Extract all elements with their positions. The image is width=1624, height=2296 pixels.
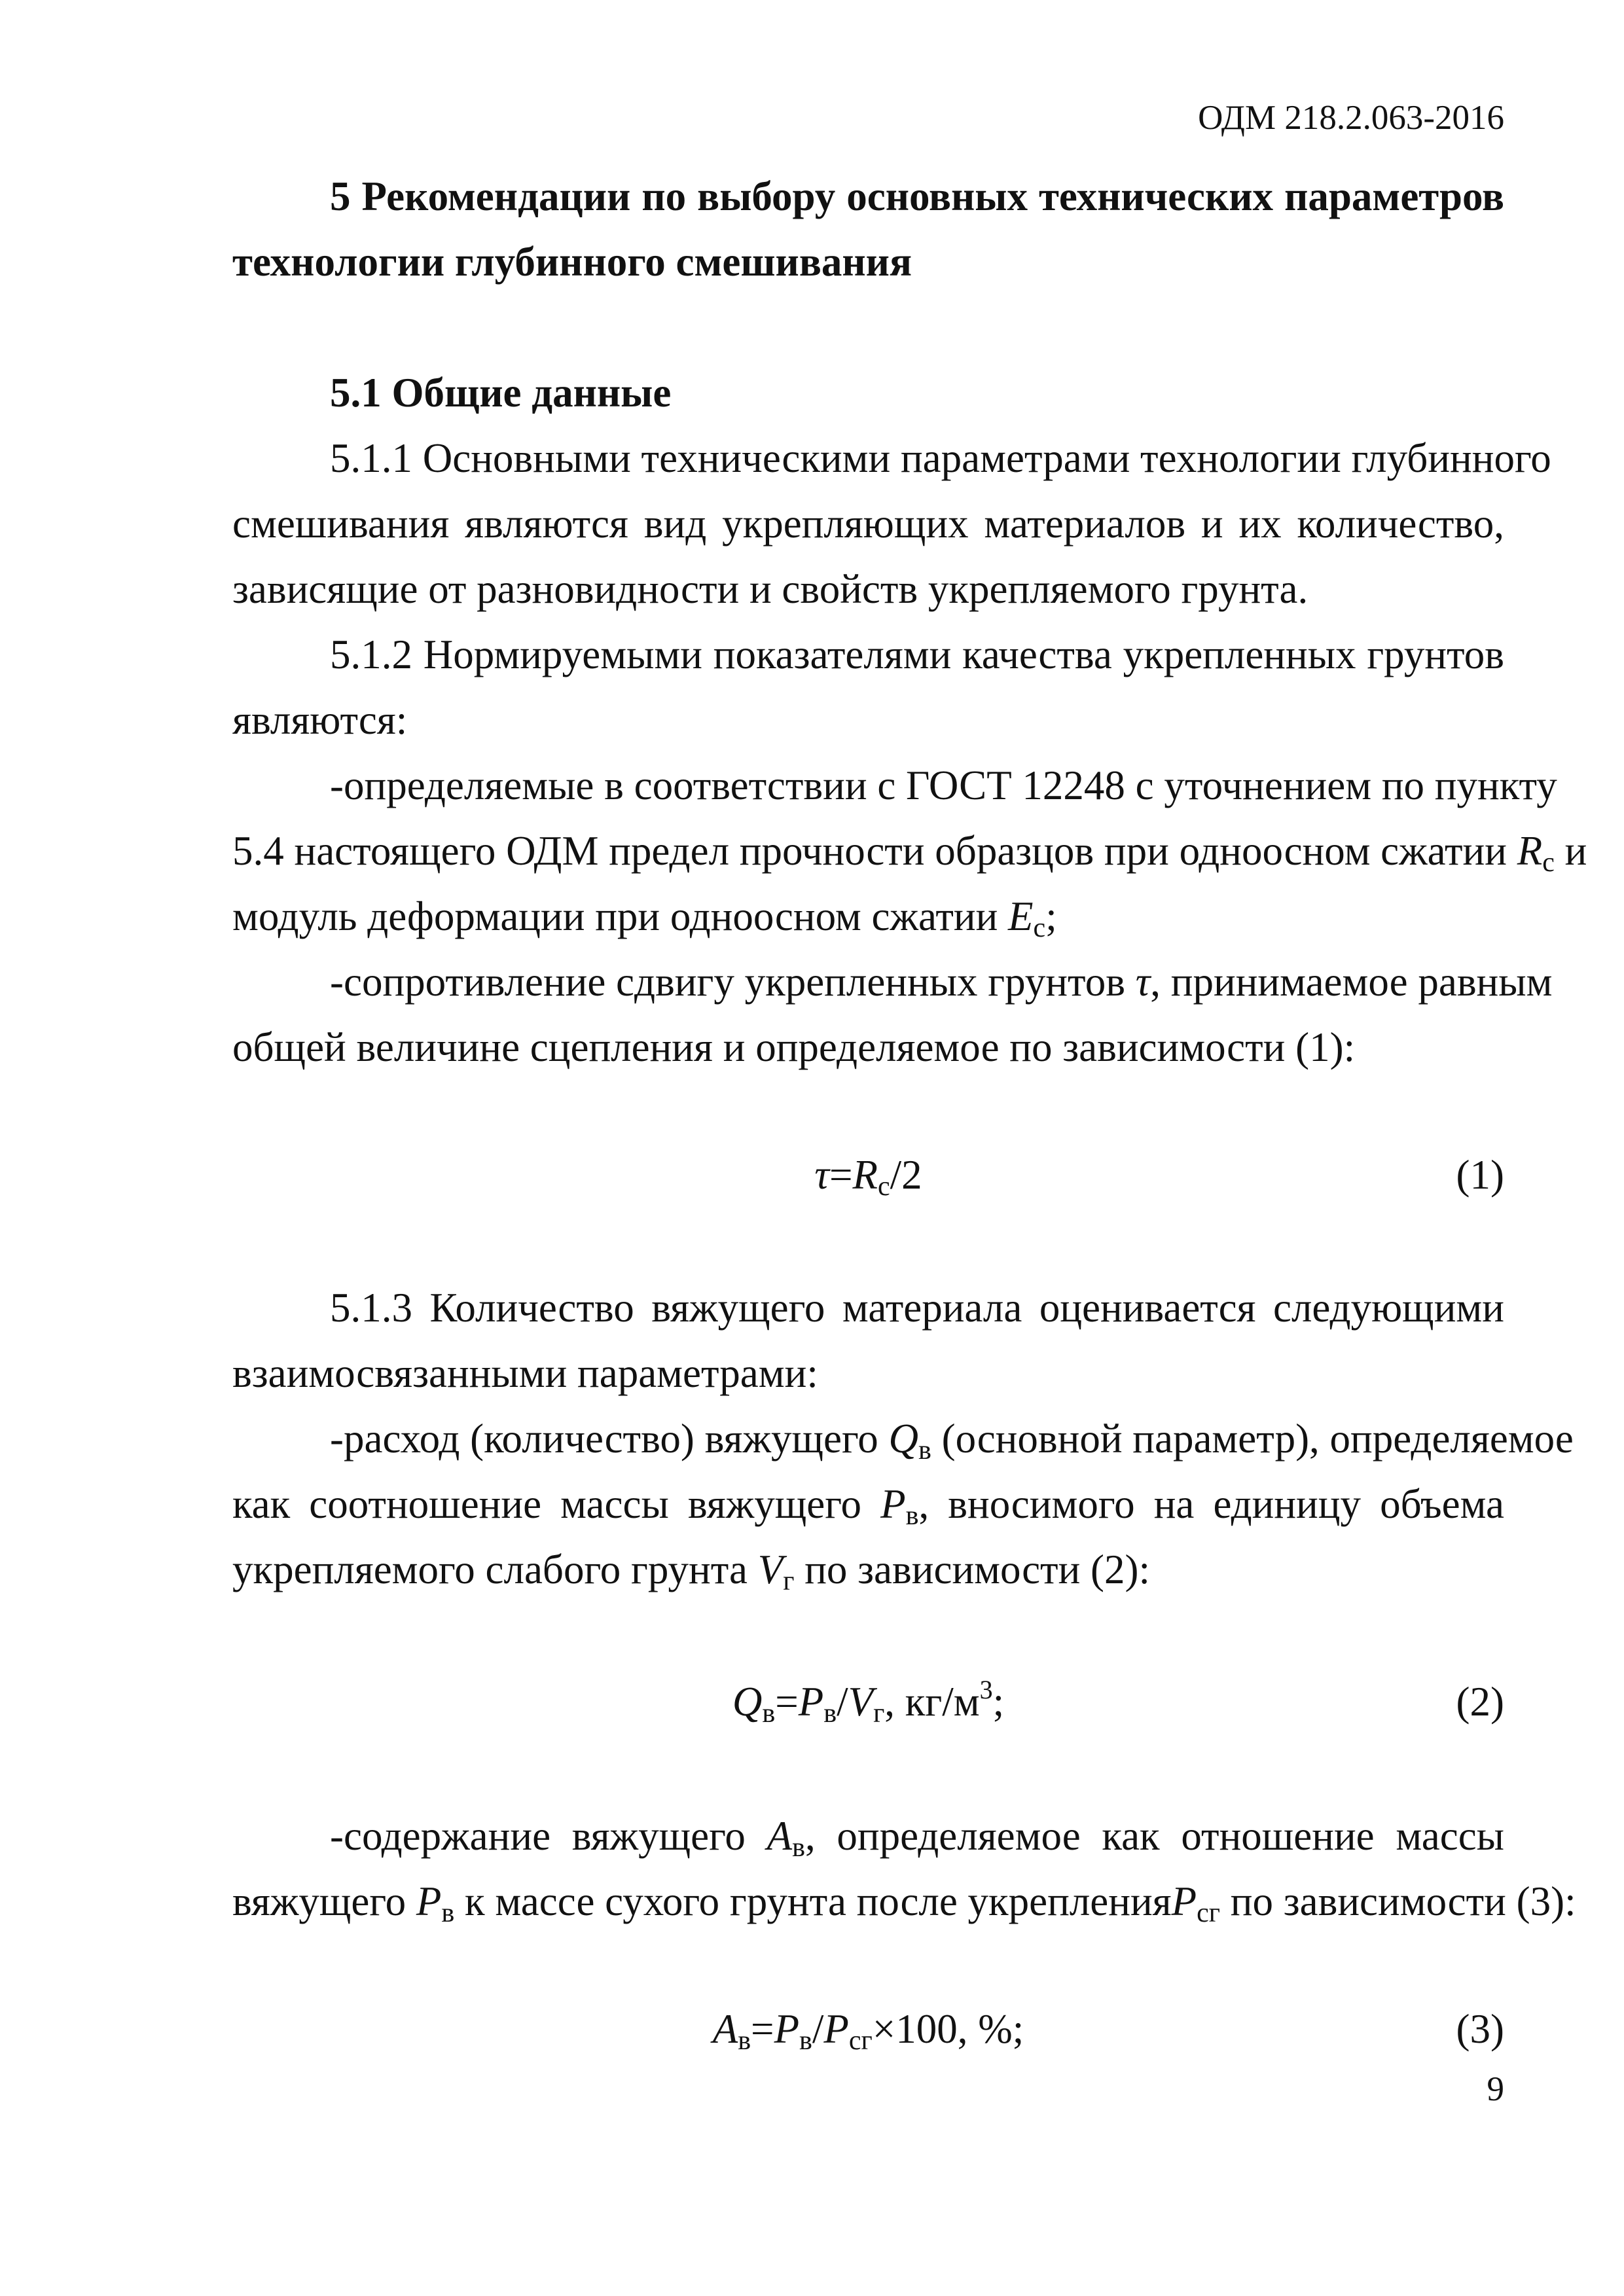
document-code-header: ОДМ 218.2.063-2016 (1198, 99, 1504, 137)
paragraph-5-1-1-line-2: смешивания являются вид укрепляющих материалов и их количество, (232, 501, 1504, 547)
paragraph-5-1-3-line-1: 5.1.3 Количество вяжущего материала оценивается следующими (330, 1285, 1504, 1331)
formula-2-number: (2) (1456, 1679, 1504, 1725)
formula-2-expression: $Q_в=P_в/V_г$, $кг/м^3$; (732, 1675, 1005, 1729)
bullet-content-line-1: -содержание вяжущего $A_в$, определяемое как отношение массы (330, 1813, 1504, 1863)
bullet-strength-line-2: 5.4 настоящего ОДМ предел прочности образцов при одноосном сжатии $R_с$ и (232, 828, 1587, 878)
paragraph-5-1-1-line-1: 5.1.1 Основными техническими параметрами технологии глубинного (330, 435, 1551, 481)
section-title-line-2: технологии глубинного смешивания (232, 239, 912, 285)
formula-3-number: (3) (1456, 2006, 1504, 2052)
section-title-line-1: 5 Рекомендации по выбору основных технических параметров (330, 173, 1504, 219)
subsection-title: 5.1 Общие данные (330, 370, 672, 416)
bullet-consumption-line-1: -расход (количество) вяжущего $Q_в$ (основной параметр), определяемое (330, 1416, 1574, 1465)
bullet-shear-line-1: -сопротивление сдвигу укрепленных грунтов τ, принимаемое равным (330, 959, 1553, 1005)
paragraph-5-1-3-line-2: взаимосвязанными параметрами: (232, 1350, 818, 1396)
bullet-consumption-line-2: как соотношение массы вяжущего $P_в$, вносимого на единицу объема (232, 1481, 1504, 1531)
page-number: 9 (1487, 2070, 1504, 2108)
formula-1-expression: $\tau=R_с/2$ (814, 1152, 922, 1202)
bullet-strength-line-1: -определяемые в соответствии с ГОСТ 12248 с уточнением по пункту (330, 762, 1557, 808)
formula-1-number: (1) (1456, 1152, 1504, 1198)
formula-3 (232, 1996, 1504, 2062)
formula-1 (232, 1142, 1504, 1208)
paragraph-5-1-1-line-3: зависящие от разновидности и свойств укрепляемого грунта. (232, 566, 1308, 612)
bullet-consumption-line-3: укрепляемого слабого грунта $V_г$ по зависимости (2): (232, 1547, 1151, 1596)
bullet-shear-line-2: общей величине сцепления и определяемое по зависимости (1): (232, 1024, 1356, 1070)
bullet-content-line-2: вяжущего $P_в$ к массе сухого грунта после укрепленияP$_{сг}$ по зависимости (3): (232, 1878, 1576, 1928)
formula-3-expression: $A_в=P_в/P_{сг}\times 100$, %; (712, 2006, 1024, 2056)
formula-2 (232, 1669, 1504, 1734)
bullet-strength-line-3: модуль деформации при одноосном сжатии $E_с$; (232, 893, 1057, 943)
paragraph-5-1-2-line-1: 5.1.2 Нормируемыми показателями качества укрепленных грунтов (330, 632, 1504, 677)
paragraph-5-1-2-line-2: являются: (232, 697, 408, 743)
